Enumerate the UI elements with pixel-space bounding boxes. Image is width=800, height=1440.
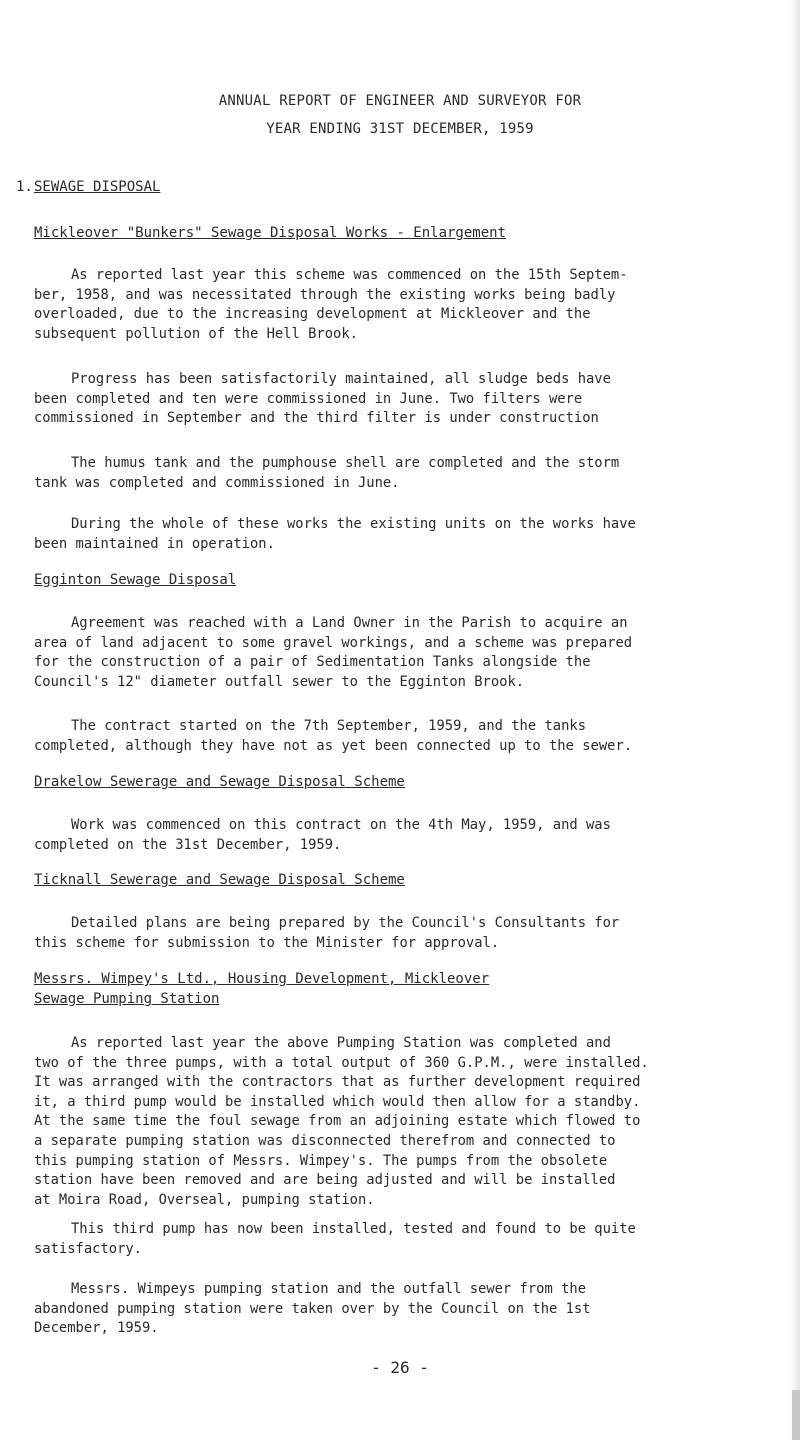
- paragraph: Detailed plans are being prepared by the Council's Consultants for this scheme for submission to the Minister for approval.: [34, 915, 620, 951]
- subsection-heading-ticknall: Ticknall Sewerage and Sewage Disposal Scheme: [34, 872, 405, 888]
- report-title-line-1: ANNUAL REPORT OF ENGINEER AND SURVEYOR FOR: [218, 93, 582, 109]
- paragraph: Messrs. Wimpeys pumping station and the outfall sewer from the abandoned pumping station were taken over by the Council on the 1st December, 1959.: [34, 1281, 591, 1337]
- paragraph: The humus tank and the pumphouse shell are completed and the storm tank was completed and commissioned in June.: [34, 455, 620, 491]
- report-title-line-2: YEAR ENDING 31ST DECEMBER, 1959: [266, 121, 534, 137]
- subsection-heading-mickleover: Mickleover "Bunkers" Sewage Disposal Works - Enlargement: [34, 225, 507, 241]
- section-title: SEWAGE DISPOSAL: [34, 179, 161, 195]
- paragraph: As reported last year the above Pumping Station was completed and two of the three pumps, with a total output of 360 G.P.M., were installed. It was arranged with the contractors that as further development required it, a third pump would be installed which would then allow for a standby. At the same time the foul sewage from an adjoining estate which flowed to a separate pumping station was disconnected therefrom and connected to this pumping station of Messrs. Wimpey's. The pumps from the obsolete station have been removed and are being adjusted and will be installed at Moira Road, Overseal, pumping station.: [34, 1035, 649, 1208]
- section-number: 1.: [16, 179, 33, 195]
- subsection-heading-wimpey: Messrs. Wimpey's Ltd., Housing Development, Mickleover: [34, 971, 490, 987]
- page-number: - 26 -: [371, 1358, 429, 1377]
- page-edge-shadow: [790, 0, 800, 1440]
- paragraph: This third pump has now been installed, tested and found to be quite satisfactory.: [34, 1221, 636, 1257]
- paragraph: The contract started on the 7th September, 1959, and the tanks completed, although they have not as yet been connected up to the sewer.: [34, 718, 633, 754]
- subsection-heading-drakelow: Drakelow Sewerage and Sewage Disposal Scheme: [34, 774, 405, 790]
- subsection-heading-egginton: Egginton Sewage Disposal: [34, 572, 237, 588]
- paragraph: As reported last year this scheme was commenced on the 15th Septem- ber, 1958, and was necessitated through the existing works being badly overloaded, due to the increasing development at Mickleover and the subsequent pollution of the Hell Brook.: [34, 267, 628, 342]
- paragraph: Progress has been satisfactorily maintained, all sludge beds have been completed and ten were commissioned in June. Two filters were commissioned in September and the third filter is under construction: [34, 371, 611, 427]
- paragraph: During the whole of these works the existing units on the works have been maintained in operation.: [34, 516, 636, 552]
- subsection-heading-wimpey-line-2: Sewage Pumping Station: [34, 991, 220, 1007]
- page-edge-corner: [792, 1390, 800, 1440]
- paragraph: Agreement was reached with a Land Owner in the Parish to acquire an area of land adjacent to some gravel workings, and a scheme was prepared for the construction of a pair of Sedimentation Tanks alongside the Council's 12" diameter outfall sewer to the Egginton Brook.: [34, 615, 633, 690]
- paragraph: Work was commenced on this contract on the 4th May, 1959, and was completed on the 31st December, 1959.: [34, 817, 611, 853]
